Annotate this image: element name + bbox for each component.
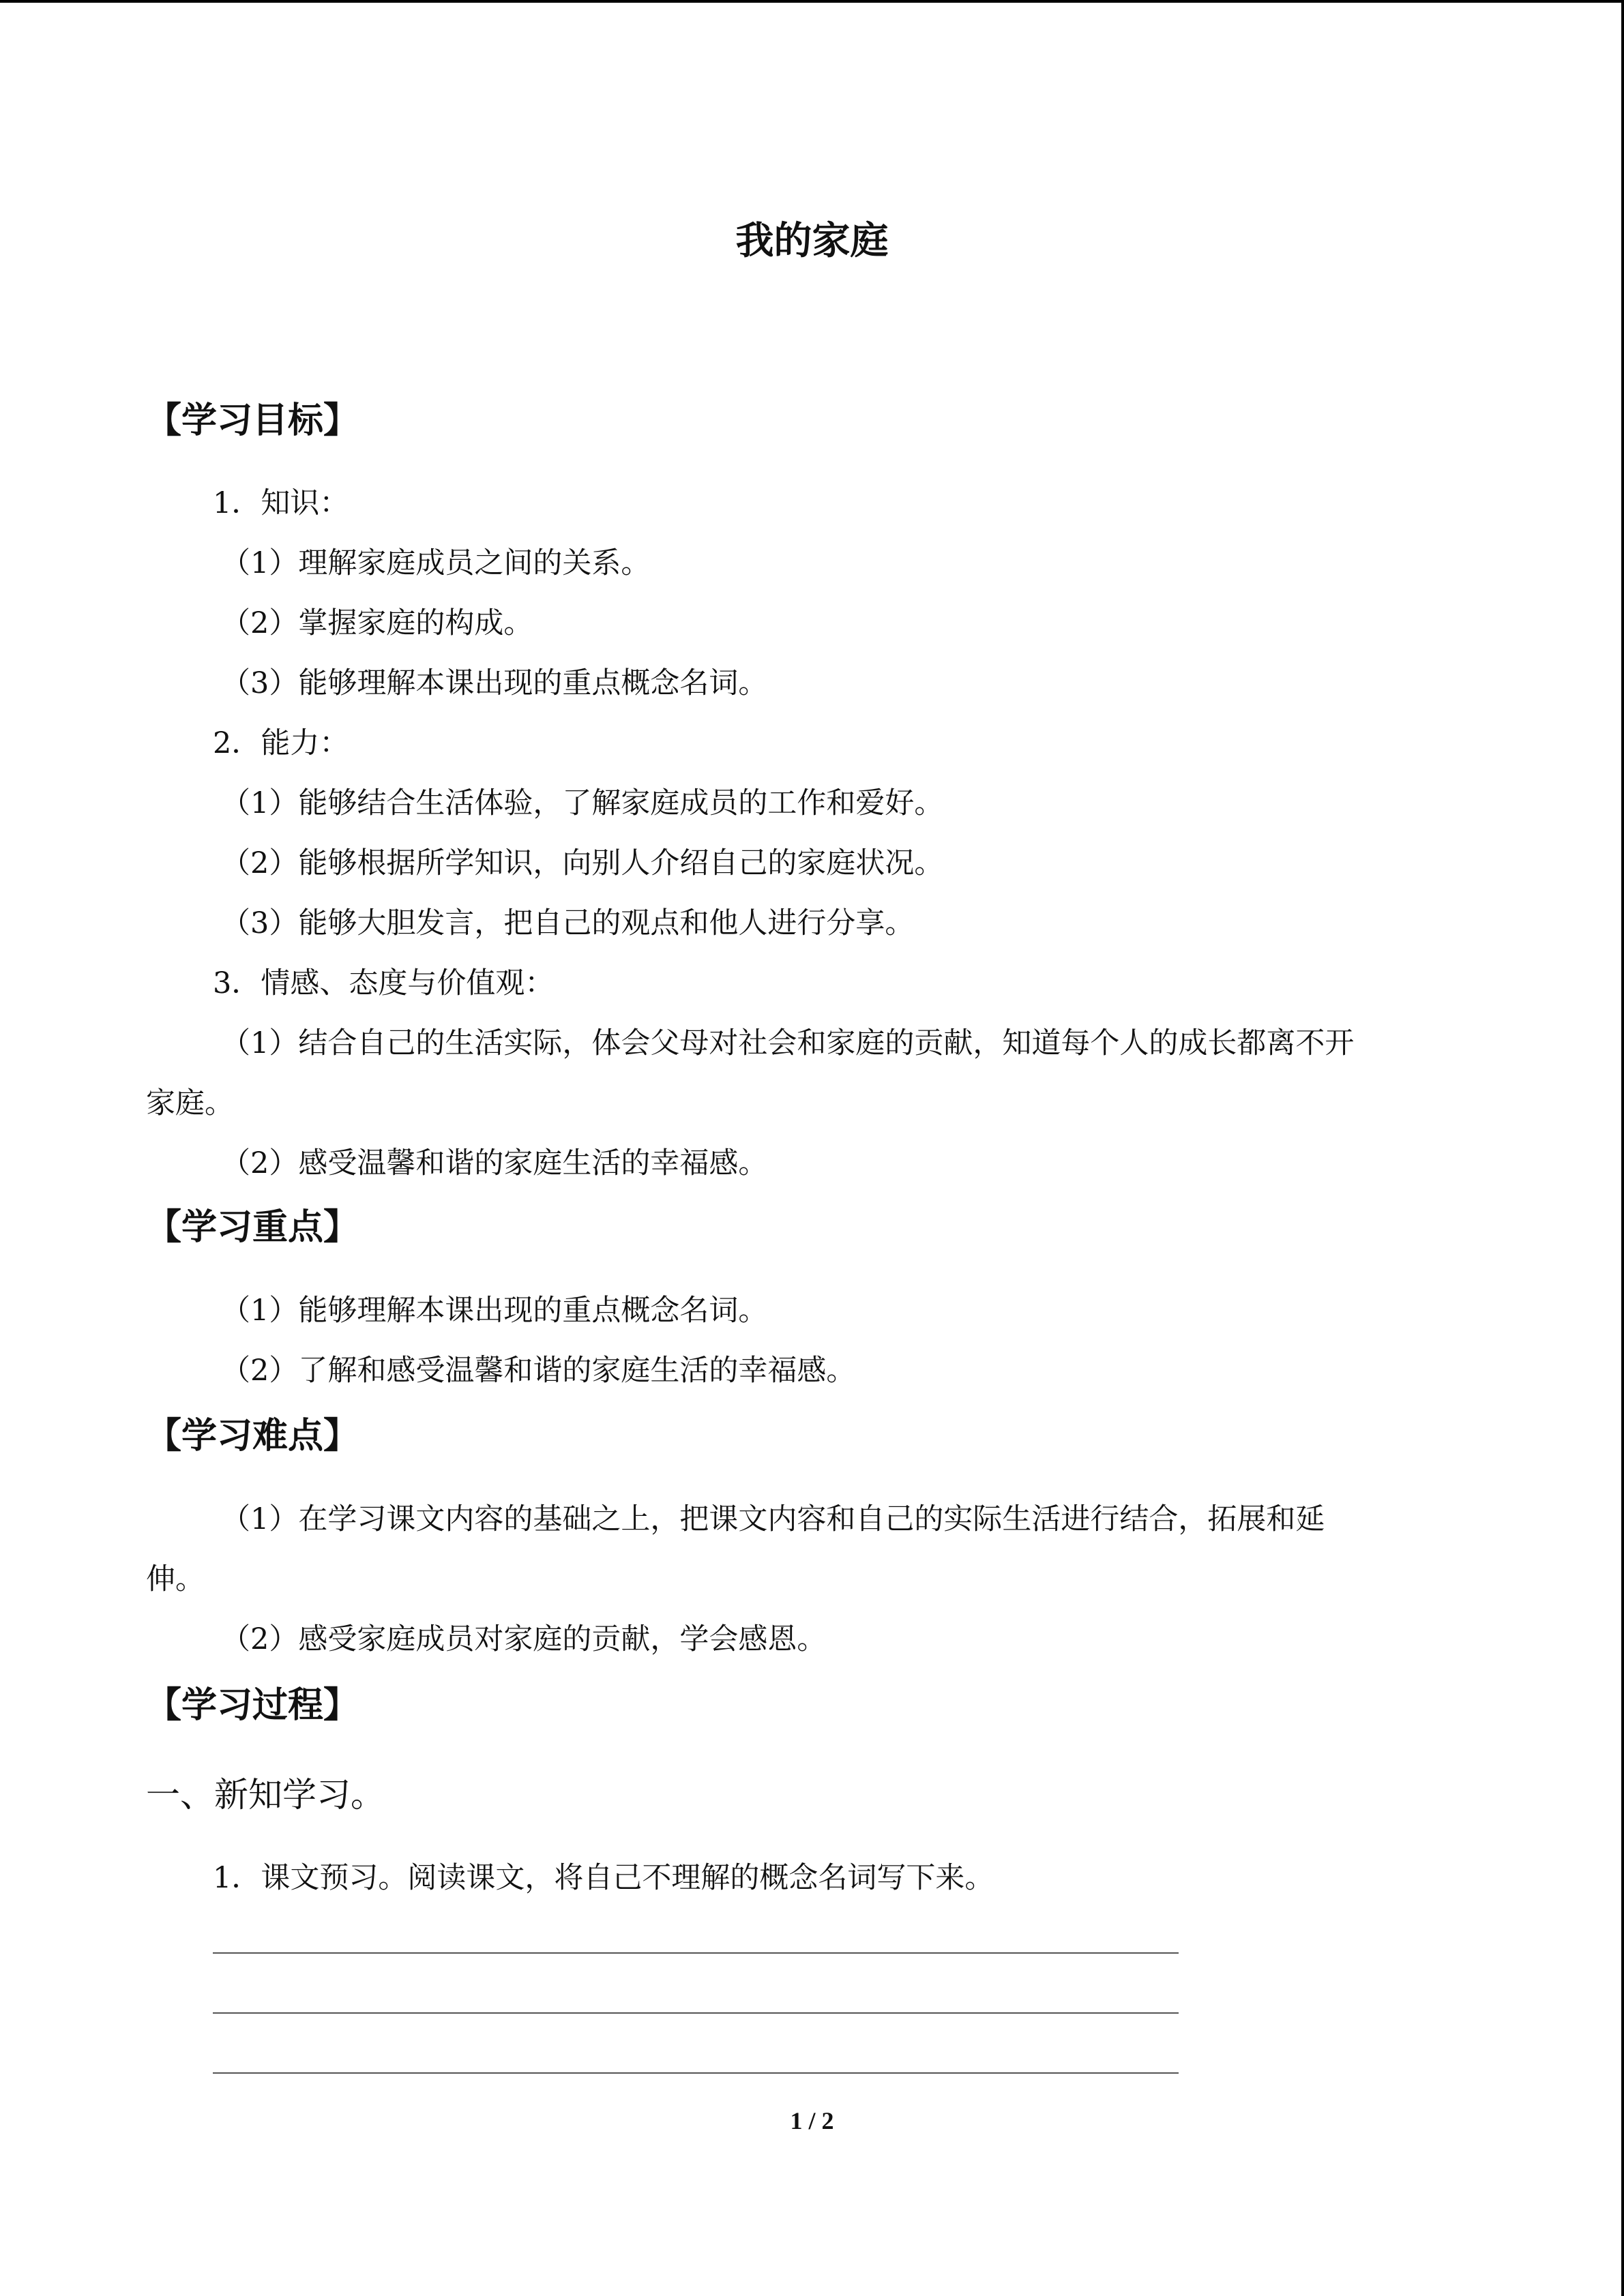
difficulty-item-1-line-2: 伸。 — [146, 1562, 205, 1596]
heading-process: 【学习过程】 — [146, 1685, 359, 1726]
page-number: 1 / 2 — [790, 2107, 834, 2134]
knowledge-item-2: （2）掌握家庭的构成。 — [221, 606, 533, 640]
process-task-1: 1．课文预习。阅读课文，将自己不理解的概念名词写下来。 — [213, 1861, 994, 1895]
knowledge-item-1: （1）理解家庭成员之间的关系。 — [221, 546, 651, 580]
knowledge-label: 1．知识： — [213, 486, 349, 520]
answer-line-2[interactable] — [213, 2012, 1179, 2014]
difficulty-item-2: （2）感受家庭成员对家庭的贡献，学会感恩。 — [221, 1622, 827, 1656]
key-point-item-2: （2）了解和感受温馨和谐的家庭生活的幸福感。 — [221, 1354, 856, 1388]
ability-label: 2．能力： — [213, 726, 349, 760]
emotion-item-2: （2）感受温馨和谐的家庭生活的幸福感。 — [221, 1146, 768, 1180]
emotion-item-1-line-1: （1）结合自己的生活实际，体会父母对社会和家庭的贡献，知道每个人的成长都离不开 — [221, 1026, 1355, 1060]
difficulty-item-1-line-1: （1）在学习课文内容的基础之上，把课文内容和自己的实际生活进行结合，拓展和延 — [221, 1502, 1325, 1536]
page-top-border — [0, 0, 1624, 3]
heading-difficulties: 【学习难点】 — [146, 1416, 359, 1457]
answer-line-3[interactable] — [213, 2072, 1179, 2074]
knowledge-item-3: （3）能够理解本课出现的重点概念名词。 — [221, 666, 768, 700]
emotion-label: 3．情感、态度与价值观： — [213, 966, 555, 1000]
ability-item-2: （2）能够根据所学知识，向别人介绍自己的家庭状况。 — [221, 846, 944, 880]
emotion-item-1-line-2: 家庭。 — [146, 1086, 234, 1120]
heading-key-points: 【学习重点】 — [146, 1207, 359, 1248]
page-right-border — [1621, 0, 1624, 2296]
process-part-1-label: 一、新知学习。 — [146, 1775, 385, 1815]
answer-line-1[interactable] — [213, 1952, 1179, 1954]
heading-objectives: 【学习目标】 — [146, 400, 359, 441]
document-title: 我的家庭 — [735, 219, 889, 263]
ability-item-3: （3）能够大胆发言，把自己的观点和他人进行分享。 — [221, 906, 915, 940]
key-point-item-1: （1）能够理解本课出现的重点概念名词。 — [221, 1294, 768, 1328]
ability-item-1: （1）能够结合生活体验，了解家庭成员的工作和爱好。 — [221, 786, 944, 820]
